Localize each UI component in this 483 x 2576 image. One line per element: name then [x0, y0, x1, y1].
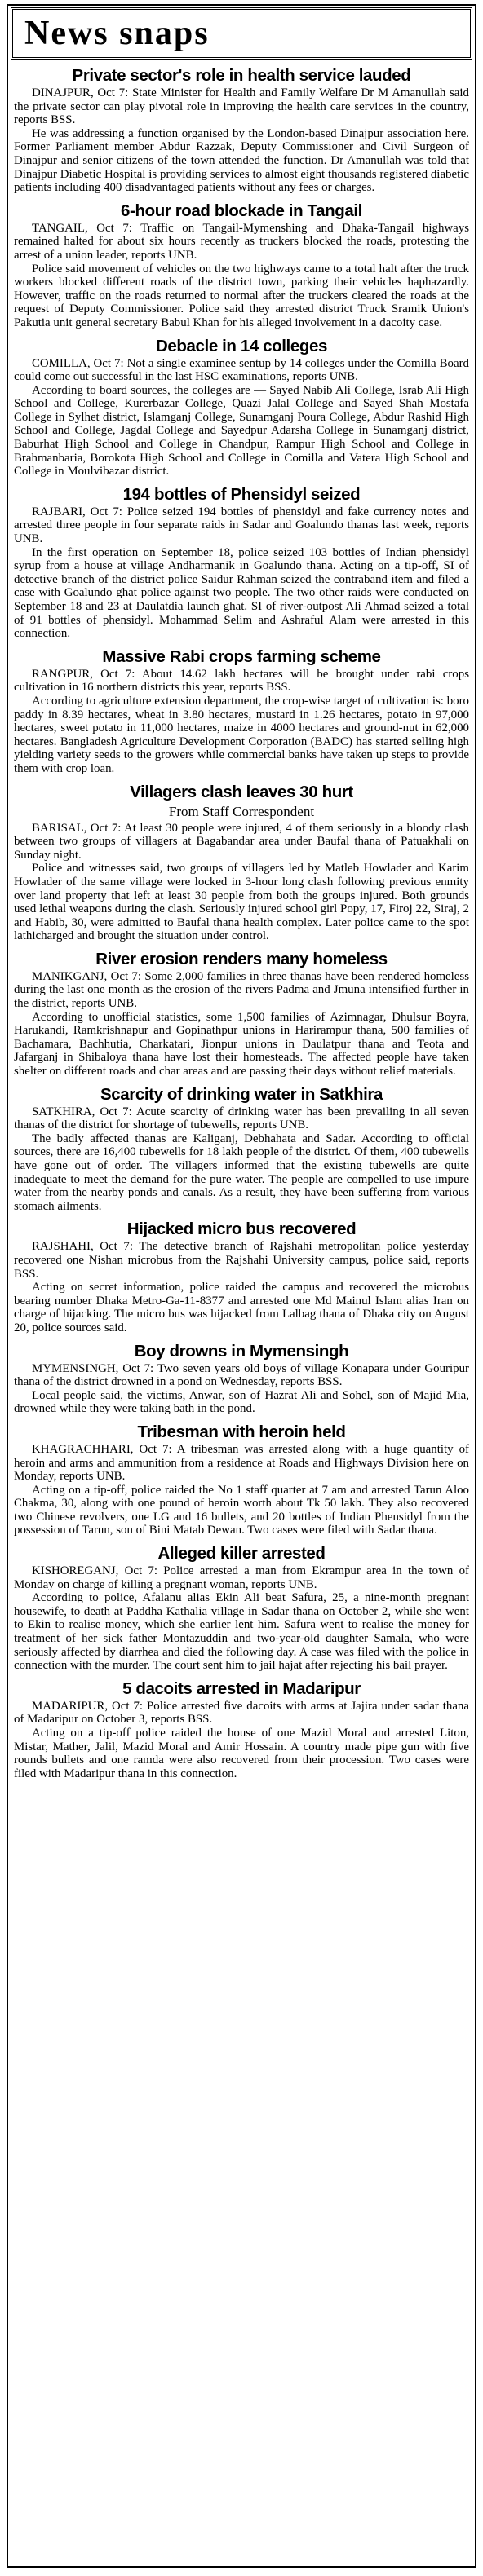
story-headline: River erosion renders many homeless — [95, 949, 388, 968]
story-headline: Hijacked micro bus recovered — [126, 1220, 357, 1239]
story-body — [14, 357, 469, 479]
news-story — [8, 484, 475, 641]
news-story — [8, 949, 475, 1078]
story-body — [14, 86, 469, 195]
story-paragraph: Acting on a tip-off police raided the house of one Mazid Moral and arrested Liton, Mistar, Mather, Jalil, Mazid Moral and Amir Hossain. A country made pipe gun with five rounds bullets and one ramda were also recovered from their procession. Two cases were filed with Madaripur thana in this connection. — [14, 1727, 469, 1780]
story-body — [14, 1443, 469, 1537]
story-headline: Private sector's role in health service lauded — [72, 66, 411, 85]
story-paragraph: MANIKGANJ, Oct 7: Some 2,000 families in three thanas have been rendered homeless during the last one month as the erosion of the rivers Padma and Jmuna intensified further in the district, reports UNB. — [14, 969, 469, 1011]
story-headline: Debacle in 14 colleges — [156, 336, 327, 355]
story-paragraph: BARISAL, Oct 7: At least 30 people were injured, 4 of them seriously in a bloody clash between two groups of villagers at Bagabandar area under Baufal thana of Patuakhali on Sunday night. — [14, 821, 469, 862]
story-headline: Boy drowns in Mymensingh — [134, 1341, 349, 1361]
masthead-box — [11, 7, 472, 60]
story-paragraph: Acting on secret information, police raided the campus and recovered the microbus bearing number Dhaka Metro-Ga-11-8377 and arrested one Md Mainul Islam alias Iran on charge of hijacking. The micro bus was hijacked from Lalbag thana of Dhaka city on August 20, police sources said. — [14, 1281, 469, 1334]
story-body — [14, 822, 469, 943]
story-paragraph: RAJBARI, Oct 7: Police seized 194 bottles of phensidyl and fake currency notes and arrested three people in four separate raids in Sadar and Goalundo thanas last week, reports UNB. — [14, 505, 469, 546]
story-paragraph: KHAGRACHHARI, Oct 7: A tribesman was arrested along with a huge quantity of heroin and arms and ammunition from a residence at Roads and Highways Division here on Monday, reports UNB. — [14, 1442, 469, 1484]
news-story — [8, 201, 475, 330]
story-paragraph: According to agriculture extension department, the crop-wise target of cultivation is: boro paddy in 8.39 hectares, wheat in 3.80 hectares, mustard in 1.26 hectares, potato in 97,000 hectares, sweet potato in 11,000 hectares, maize in 4000 hectares and ground-nut in 62,000 hectares. Bangladesh Agriculture Development Corporation (BADC) has started selling high yielding variety seeds to the growers while commercial banks have taken up steps to provide them with crop loan. — [14, 694, 469, 775]
story-paragraph: MADARIPUR, Oct 7: Police arrested five dacoits with arms at Jajira under sadar thana of Madaripur on October 3, reports BSS. — [14, 1699, 469, 1727]
story-headline: Massive Rabi crops farming scheme — [102, 646, 381, 666]
news-story — [8, 646, 475, 776]
story-body — [14, 1105, 469, 1214]
story-body — [14, 1362, 469, 1416]
news-page — [7, 4, 476, 2568]
story-body — [14, 970, 469, 1078]
story-paragraph: The badly affected thanas are Kaliganj, Debhahata and Sadar. According to official sources, there are 16,400 tubewells for 18 lakh people of the district. Of them, 400 tubewells have gone out of order. The villagers informed that the existing tubewells are quite inadequate to meet the demand for the pure water. The people are compelled to use impure water from the nearby ponds and canals. As a result, they have been suffering from various stomach ailments. — [14, 1131, 469, 1213]
story-paragraph: DINAJPUR, Oct 7: State Minister for Health and Family Welfare Dr M Amanullah said the private sector can play pivotal role in improving the health care services in the country, reports BSS. — [14, 86, 469, 127]
story-paragraph: Police said movement of vehicles on the two highways came to a total halt after the truck workers blocked different roads of the district town, parking their vehicles haphazardly. However, traffic on the roads returned to normal after the truckers cleared the roads at the request of Deputy Commissioner. Police said they arrested district Truck Sramik Union's Pakutia unit general secretary Babul Khan for his alleged involvement in a dacoity case. — [14, 262, 469, 329]
news-story — [8, 1543, 475, 1673]
story-byline: From Staff Correspondent — [168, 803, 315, 819]
story-paragraph: According to board sources, the colleges are — Sayed Nabib Ali College, Israb Ali High School and College, Kurerbazar College, Quazi Jalal College and Sayed Shah Mostafa College in Sylhet district, Islamganj College, Sunamganj Poura College, Abdur Rashid High School and College, Jagdal College and Sayedpur Adarsha College in Sunamganj district, Baburhat High School and College in Chandpur, Rampur High School and College in Brahmanbaria, Borokota High School and College in Comilla and Vatera High School and College in Moulvibazar district. — [14, 383, 469, 479]
story-headline: Tribesman with heroin held — [137, 1422, 346, 1441]
story-paragraph: RAJSHAHI, Oct 7: The detective branch of Rajshahi metropolitan police yesterday recovered one Nishan microbus from the Rajshahi University campus, police said, reports BSS. — [14, 1240, 469, 1281]
masthead-title: News snaps — [24, 15, 210, 52]
story-paragraph: COMILLA, Oct 7: Not a single examinee sentup by 14 colleges under the Comilla Board could come out successful in the last HSC examinations, reports UNB. — [14, 356, 469, 384]
story-paragraph: KISHOREGANJ, Oct 7: Police arrested a man from Ekrampur area in the town of Monday on charge of killing a pregnant woman, reports UNB. — [14, 1564, 469, 1591]
story-paragraph: Local people said, the victims, Anwar, son of Hazrat Ali and Sohel, son of Majid Mia, drowned while they were taking bath in the pond. — [14, 1388, 469, 1416]
story-body — [14, 1564, 469, 1673]
story-headline: Villagers clash leaves 30 hurt — [130, 782, 353, 801]
story-paragraph: In the first operation on September 18, police seized 103 bottles of Indian phensidyl syrup from a house at village Andharmanik in Goalundo thana. Acting on a tip-off, SI of detective branch of the district police Saidur Rahman seized the contraband item and filed a case with Goalundo ghat police against two people. The two other raids were conducted on September 18 and 23 at Daulatdia launch ghat. SI of river-outpost Ali Ahmad seized a total of 91 bottles of phensidyl. Mohammad Selim and Ashraful Alam were arrested in this connection. — [14, 545, 469, 641]
story-body — [14, 1700, 469, 1781]
story-headline: Alleged killer arrested — [157, 1544, 326, 1564]
story-headline: 5 dacoits arrested in Madaripur — [122, 1678, 361, 1698]
news-story — [8, 1422, 475, 1537]
story-headline: Scarcity of drinking water in Satkhira — [100, 1084, 383, 1104]
story-headline: 6-hour road blockade in Tangail — [121, 201, 362, 220]
news-story — [8, 1219, 475, 1334]
story-body — [14, 222, 469, 330]
story-body — [14, 1240, 469, 1334]
stories-container — [8, 65, 475, 1780]
story-paragraph: MYMENSINGH, Oct 7: Two seven years old boys of village Konapara under Gouripur thana of the district drowned in a pond on Wednesday, reports BSS. — [14, 1361, 469, 1389]
story-paragraph: TANGAIL, Oct 7: Traffic on Tangail-Mymenshing and Dhaka-Tangail highways remained halted for about six hours recently as truckers blocked the roads, protesting the arrest of a union leader, reports UNB. — [14, 221, 469, 262]
story-paragraph: SATKHIRA, Oct 7: Acute scarcity of drinking water has been prevailing in all seven thanas of the district for shortage of tubewells, reports UNB. — [14, 1105, 469, 1132]
story-paragraph: According to police, Afalanu alias Ekin Ali beat Safura, 25, a nine-month pregnant housewife, to death at Paddha Kathalia village in Sadar thana on October 2, while she went to Ekin to realise money, which she earlier lent him. Safura went to realise the money for treatment of her sick father Montazuddin and two-year-old daughter Samala, who were seriously affected by diarrhea and died the following day. A case was filed with the police in connection with the murder. The court sent him to jail hajat after rejecting his bail prayer. — [14, 1591, 469, 1673]
news-story — [8, 1341, 475, 1416]
news-story — [8, 782, 475, 943]
story-paragraph: Police and witnesses said, two groups of villagers led by Matleb Howlader and Karim Howlader of the same village were locked in 3-hour long clash following previous enmity over land property that left at least 30 people from both the groups injured. Both grounds used lethal weapons during the clash. Seriously injured school girl Popy, 17, Firoj 22, Siraj, 2 and Habib, 30, were admitted to Baufal thana health complex. Later police came to the spot lathicharged and brought the situation under control. — [14, 862, 469, 943]
news-story — [8, 65, 475, 195]
story-paragraph: He was addressing a function organised by the London-based Dinajpur association here. Former Parliament member Abdur Razzak, Deputy Commissioner and Civil Surgeon of Dinajpur and senior citizens of the town attended the function. Dr Amanullah was told that Dinajpur Diabetic Hospital is providing services to almost eight thousands registered diabetic patients including 400 disadvantaged patients without any fees or charges. — [14, 126, 469, 195]
news-story — [8, 1084, 475, 1214]
story-headline: 194 bottles of Phensidyl seized — [122, 484, 361, 504]
story-paragraph: Acting on a tip-off, police raided the No 1 staff quarter at 7 am and arrested Tarun Aloo Chakma, 30, along with one pound of heroin worth about Tk 50 lakh. They also recovered two Chinese revolvers, one LG and 16 bullets, and 20 bottles of Indian Phensidyl from the possession of Tarun, son of Bini Matab Dewan. Two cases were filed with Sadar thana. — [14, 1483, 469, 1537]
news-story — [8, 1678, 475, 1781]
story-paragraph: RANGPUR, Oct 7: About 14.62 lakh hectares will be brought under rabi crops cultivation in 16 northern districts this year, reports BSS. — [14, 667, 469, 695]
news-story — [8, 336, 475, 479]
story-paragraph: According to unofficial statistics, some 1,500 families of Azimnagar, Dhulsur Boyra, Harukandi, Ramkrishnapur and Gopinathpur unions in Harirampur thana, 500 families of Bachamara, Bachhutia, Charkatari, Jionpur unions in Daulatpur thana and Teota and Jafarganj in Shibaloya thana have lost their homesteads. The affected people have taken shelter on different roads and char areas and are passing their days without relief materials. — [14, 1010, 469, 1078]
story-body — [14, 505, 469, 641]
story-body — [14, 668, 469, 776]
